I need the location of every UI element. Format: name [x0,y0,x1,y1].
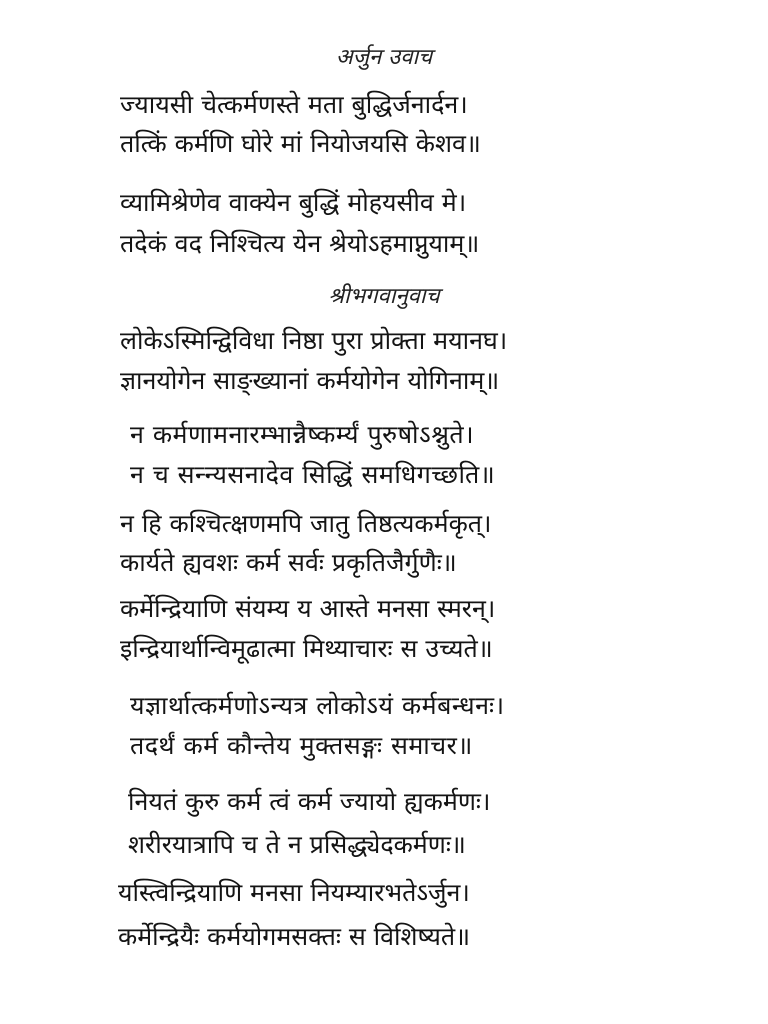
verse-5-line-2: कार्यते ह्यवशः कर्म सर्वः प्रकृतिजैर्गुणैः॥ [120,548,457,577]
verse-7-line-1: यज्ञार्थात्कर्मणोऽन्यत्र लोकोऽयं कर्मबन्धनः। [130,691,505,720]
verse-6-line-1: कर्मेन्द्रियाणि संयम्य य आस्ते मनसा स्मरन्। [120,594,496,623]
verse-3-line-1: लोकेऽस्मिन्द्विविधा निष्ठा पुरा प्रोक्ता मयानघ। [120,326,508,355]
verse-9-line-1: यस्त्विन्द्रियाणि मनसा नियम्यारभतेऽर्जुन। [118,878,470,907]
verse-1-line-1: ज्यायसी चेत्कर्मणस्ते मता बुद्धिर्जनार्दन। [120,90,468,119]
verse-8-line-1: नियतं कुरु कर्म त्वं कर्म ज्यायो ह्यकर्मणः। [128,787,491,816]
verse-9-line-2: कर्मेन्द्रियैः कर्मयोगमसक्तः स विशिष्यते॥ [118,922,471,951]
speaker-heading-arjuna: अर्जुन उवाच [335,45,433,70]
verse-1-line-2: तत्किं कर्मणि घोरे मां नियोजयसि केशव॥ [120,129,481,158]
verse-4-line-2: न च सन्न्यसनादेव सिद्धिं समधिगच्छति॥ [130,460,496,489]
verse-6-line-2: इन्द्रियार्थान्विमूढात्मा मिथ्याचारः स उच्यते॥ [120,634,493,663]
verse-3-line-2: ज्ञानयोगेन साङ्ख्यानां कर्मयोगेन योगिनाम्॥ [120,366,500,395]
speaker-heading-bhagavan: श्रीभगवानुवाच [328,284,440,309]
verse-8-line-2: शरीरयात्रापि च ते न प्रसिद्ध्येदकर्मणः॥ [128,830,466,859]
verse-5-line-1: न हि कश्चित्क्षणमपि जातु तिष्ठत्यकर्मकृत्। [120,509,492,538]
verse-2-line-1: व्यामिश्रेणेव वाक्येन बुद्धिं मोहयसीव मे। [120,188,467,217]
verse-7-line-2: तदर्थं कर्म कौन्तेय मुक्तसङ्गः समाचर॥ [130,731,473,760]
verse-2-line-2: तदेकं वद निश्चित्य येन श्रेयोऽहमाप्नुयाम्॥ [120,229,480,258]
verse-4-line-1: न कर्मणामनारम्भान्नैष्कर्म्यं पुरुषोऽश्नुते। [130,420,475,449]
